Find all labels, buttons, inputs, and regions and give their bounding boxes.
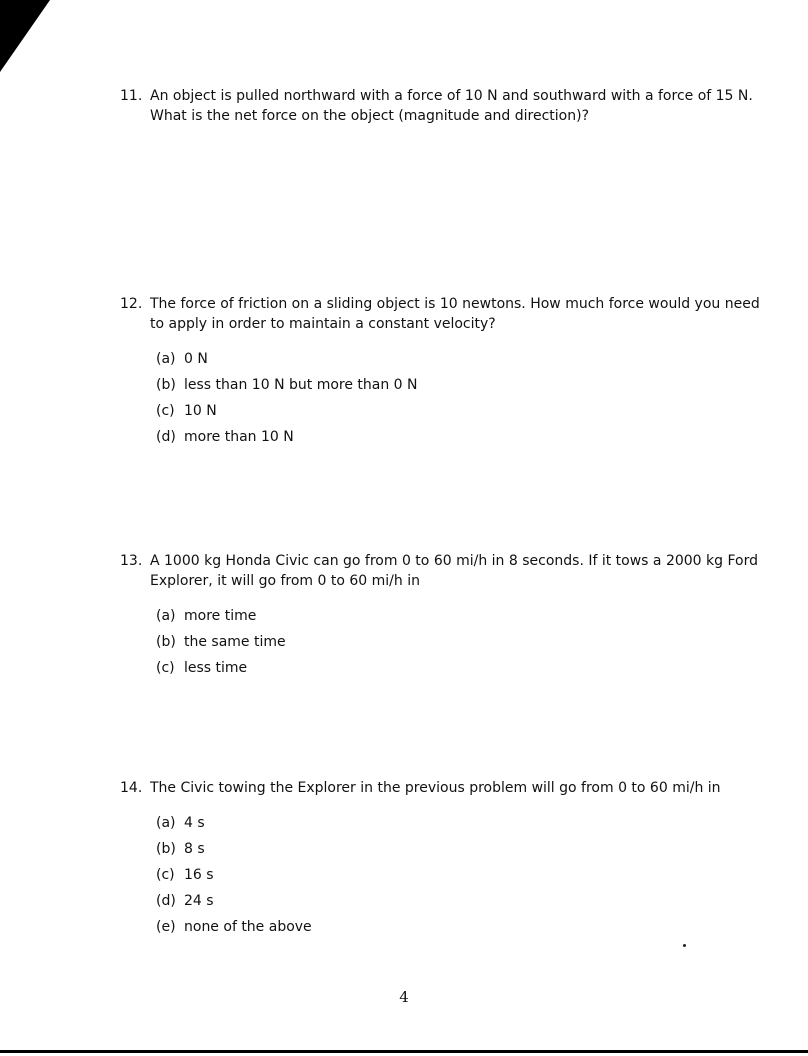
option-text: 10 N [184, 403, 217, 419]
answer-option [156, 372, 760, 398]
option-letter: (b) [156, 634, 176, 650]
option-letter: (c) [156, 867, 175, 883]
option-letter: (b) [156, 841, 176, 857]
answer-option [156, 603, 760, 629]
option-text: less time [184, 660, 248, 676]
scan-bottom-edge [0, 1050, 808, 1053]
question-number: 11. [120, 88, 143, 104]
option-text: 24 s [184, 893, 214, 909]
question-13 [120, 551, 760, 681]
option-text: 16 s [184, 867, 214, 883]
answer-options [156, 346, 760, 450]
answer-options [156, 603, 760, 681]
option-text: 8 s [184, 841, 205, 857]
question-11 [120, 86, 760, 126]
option-letter: (c) [156, 403, 175, 419]
question-text: A 1000 kg Honda Civic can go from 0 to 60 mi/h in 8 seconds. If it tows a 2000 kg Ford Explorer, it will go from 0 to 60 mi/h in [150, 553, 758, 589]
answer-option [156, 810, 760, 836]
question-number: 14. [120, 780, 143, 796]
question-number: 13. [120, 553, 143, 569]
question-14 [120, 778, 760, 940]
option-letter: (d) [156, 893, 176, 909]
option-text: more than 10 N [184, 429, 294, 445]
option-text: 4 s [184, 815, 205, 831]
answer-options [156, 810, 760, 940]
question-12 [120, 294, 760, 450]
option-text: more time [184, 608, 257, 624]
question-text: The Civic towing the Explorer in the previous problem will go from 0 to 60 mi/h in [150, 780, 721, 796]
answer-option [156, 888, 760, 914]
option-text: less than 10 N but more than 0 N [184, 377, 418, 393]
option-letter: (e) [156, 919, 176, 935]
option-letter: (a) [156, 351, 176, 367]
option-text: none of the above [184, 919, 312, 935]
answer-option [156, 836, 760, 862]
option-letter: (a) [156, 815, 176, 831]
option-letter: (a) [156, 608, 176, 624]
option-text: 0 N [184, 351, 208, 367]
answer-option [156, 424, 760, 450]
option-text: the same time [184, 634, 286, 650]
question-text: An object is pulled northward with a force of 10 N and southward with a force of 15 N. What is the net force on the object (magnitude and direction)? [150, 88, 753, 124]
question-number: 12. [120, 296, 143, 312]
answer-option [156, 346, 760, 372]
answer-option [156, 655, 760, 681]
option-letter: (d) [156, 429, 176, 445]
answer-option [156, 914, 760, 940]
scan-speck [683, 944, 686, 947]
answer-option [156, 398, 760, 424]
page-number: 4 [399, 988, 409, 1006]
answer-option [156, 629, 760, 655]
option-letter: (c) [156, 660, 175, 676]
answer-option [156, 862, 760, 888]
option-letter: (b) [156, 377, 176, 393]
scan-corner-mark [0, 0, 50, 72]
question-text: The force of friction on a sliding object is 10 newtons. How much force would you need to apply in order to maintain a constant velocity? [150, 296, 760, 332]
